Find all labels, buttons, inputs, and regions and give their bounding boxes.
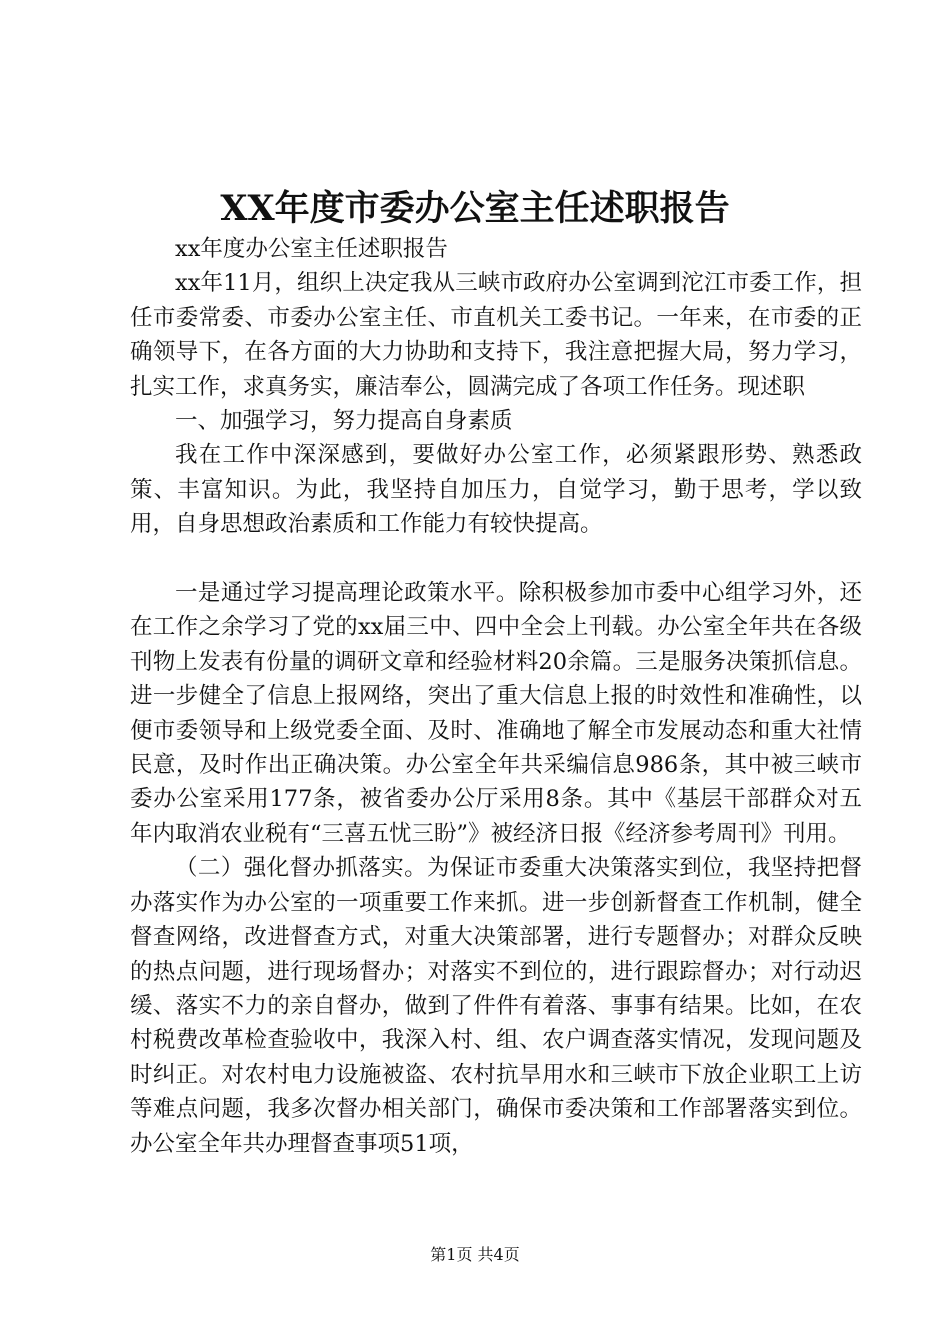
document-body	[130, 232, 862, 1161]
page-footer: 第1页 共4页	[430, 1245, 520, 1264]
page-title: XX年度市委办公室主任述职报告	[220, 188, 730, 229]
paragraph-theory: 一是通过学习提高理论政策水平。除积极参加市委中心组学习外，还在工作之余学习了党的xx届三中、四中全会上刊载。办公室全年共在各级刊物上发表有份量的调研文章和经验材料20余篇。三是服务决策抓信息。进一步健全了信息上报网络，突出了重大信息上报的时效性和准确性，以便市委领导和上级党委全面、及时、准确地了解全市发展动态和重大社情民意，及时作出正确决策。办公室全年共采编信息986条，其中被三峡市委办公室采用177条，被省委办公厅采用8条。其中《基层干部群众对五年内取消农业税有“三喜五忧三盼”》被经济日报《经济参考周刊》刊用。	[130, 580, 862, 847]
paragraph-intro: xx年11月，组织上决定我从三峡市政府办公室调到沱江市委工作，担任市委常委、市委办公室主任、市直机关工委书记。一年来，在市委的正确领导下，在各方面的大力协助和支持下，我注意把握大局，努力学习，扎实工作，求真务实，廉洁奉公，圆满完成了各项工作任务。现述职	[130, 270, 862, 400]
section-heading-1: 一、加强学习，努力提高自身素质	[175, 408, 513, 435]
blank-line	[130, 542, 862, 576]
paragraph-subtitle: xx年度办公室主任述职报告	[175, 236, 448, 262]
paragraph-study: 我在工作中深深感到，要做好办公室工作，必须紧跟形势、熟悉政策、丰富知识。为此，我坚持自加压力，自觉学习，勤于思考，学以致用，自身思想政治素质和工作能力有较快提高。	[130, 442, 862, 538]
paragraph-supervision: （二）强化督办抓落实。为保证市委重大决策落实到位，我坚持把督办落实作为办公室的一项重要工作来抓。进一步创新督查工作机制，健全督查网络，改进督查方式，对重大决策部署，进行专题督办；对群众反映的热点问题，进行现场督办；对落实不到位的，进行跟踪督办；对行动迟缓、落实不力的亲自督办，做到了件件有着落、事事有结果。比如，在农村税费改革检查验收中，我深入村、组、农户调查落实情况，发现问题及时纠正。对农村电力设施被盗、农村抗旱用水和三峡市下放企业职工上访等难点问题，我多次督办相关部门，确保市委决策和工作部署落实到位。办公室全年共办理督查事项51项，	[130, 855, 862, 1157]
